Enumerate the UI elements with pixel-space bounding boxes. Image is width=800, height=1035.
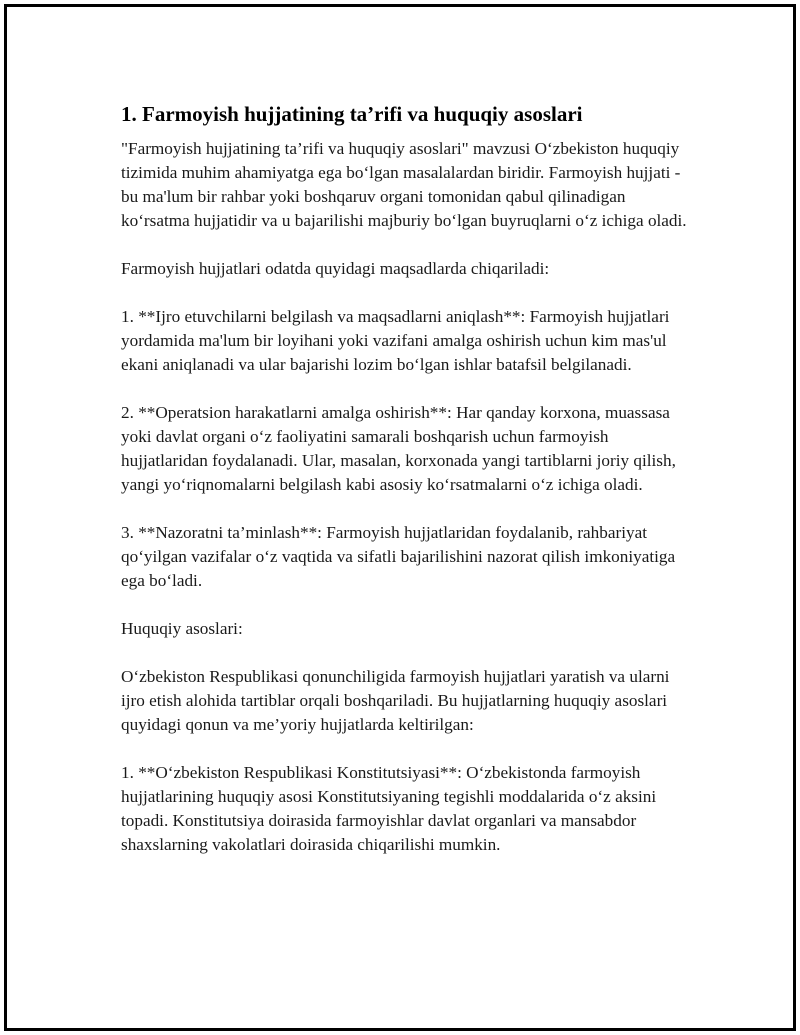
paragraph-legal-basis-intro: O‘zbekiston Respublikasi qonunchiligida farmoyish hujjatlari yaratish va ularni ijro etish alohida tartiblar orqali boshqariladi. Bu hujjatlarning huquqiy asoslari quyidagi qonun va me’yoriy hujjatlarda keltirilgan:	[121, 667, 670, 734]
section-heading: 1. Farmoyish hujjatining ta’rifi va huquqiy asoslari	[121, 102, 583, 126]
paragraph-purpose-2: 2. **Operatsion harakatlarni amalga oshirish**: Har qanday korxona, muassasa yoki davlat organi o‘z faoliyatini samarali boshqarish uchun farmoyish hujjatlaridan foydalanadi. Ular, masalan, korxonada yangi tartiblarni joriy qilish, yangi yo‘riqnomalarni belgilash kabi asosiy ko‘rsatmalarni o‘z ichiga oladi.	[121, 403, 676, 494]
paragraph-legal-basis-heading: Huquqiy asoslari:	[121, 619, 243, 638]
paragraph-purposes-lead: Farmoyish hujjatlari odatda quyidagi maqsadlarda chiqariladi:	[121, 259, 550, 278]
paragraph-legal-basis-1: 1. **O‘zbekiston Respublikasi Konstitutsiyasi**: O‘zbekistonda farmoyish hujjatlarining huquqiy asosi Konstitutsiyaning tegishli moddalarida o‘z aksini topadi. Konstitutsiya doirasida farmoyishlar davlat organlari va mansabdor shaxslarning vakolatlari doirasida chiqarilishi mumkin.	[121, 763, 657, 854]
paragraph-purpose-1: 1. **Ijro etuvchilarni belgilash va maqsadlarni aniqlash**: Farmoyish hujjatlari yordamida ma'lum bir loyihani yoki vazifani amalga oshirish uchun kim mas'ul ekani aniqlanadi va ular bajarishi lozim bo‘lgan ishlar batafsil belgilanadi.	[121, 307, 670, 374]
document-body	[121, 101, 691, 857]
paragraph-intro: "Farmoyish hujjatining ta’rifi va huquqiy asoslari" mavzusi O‘zbekiston huquqiy tizimida muhim ahamiyatga ega bo‘lgan masalalardan biridir. Farmoyish hujjati - bu ma'lum bir rahbar yoki boshqaruv organi tomonidan qabul qilinadigan ko‘rsatma hujjatidir va u bajarilishi majburiy bo‘lgan buyruqlarni o‘z ichiga oladi.	[121, 139, 687, 230]
page-frame	[4, 4, 796, 1031]
paragraph-purpose-3: 3. **Nazoratni ta’minlash**: Farmoyish hujjatlaridan foydalanib, rahbariyat qo‘yilgan vazifalar o‘z vaqtida va sifatli bajarilishini nazorat qilish imkoniyatiga ega bo‘ladi.	[121, 523, 676, 590]
